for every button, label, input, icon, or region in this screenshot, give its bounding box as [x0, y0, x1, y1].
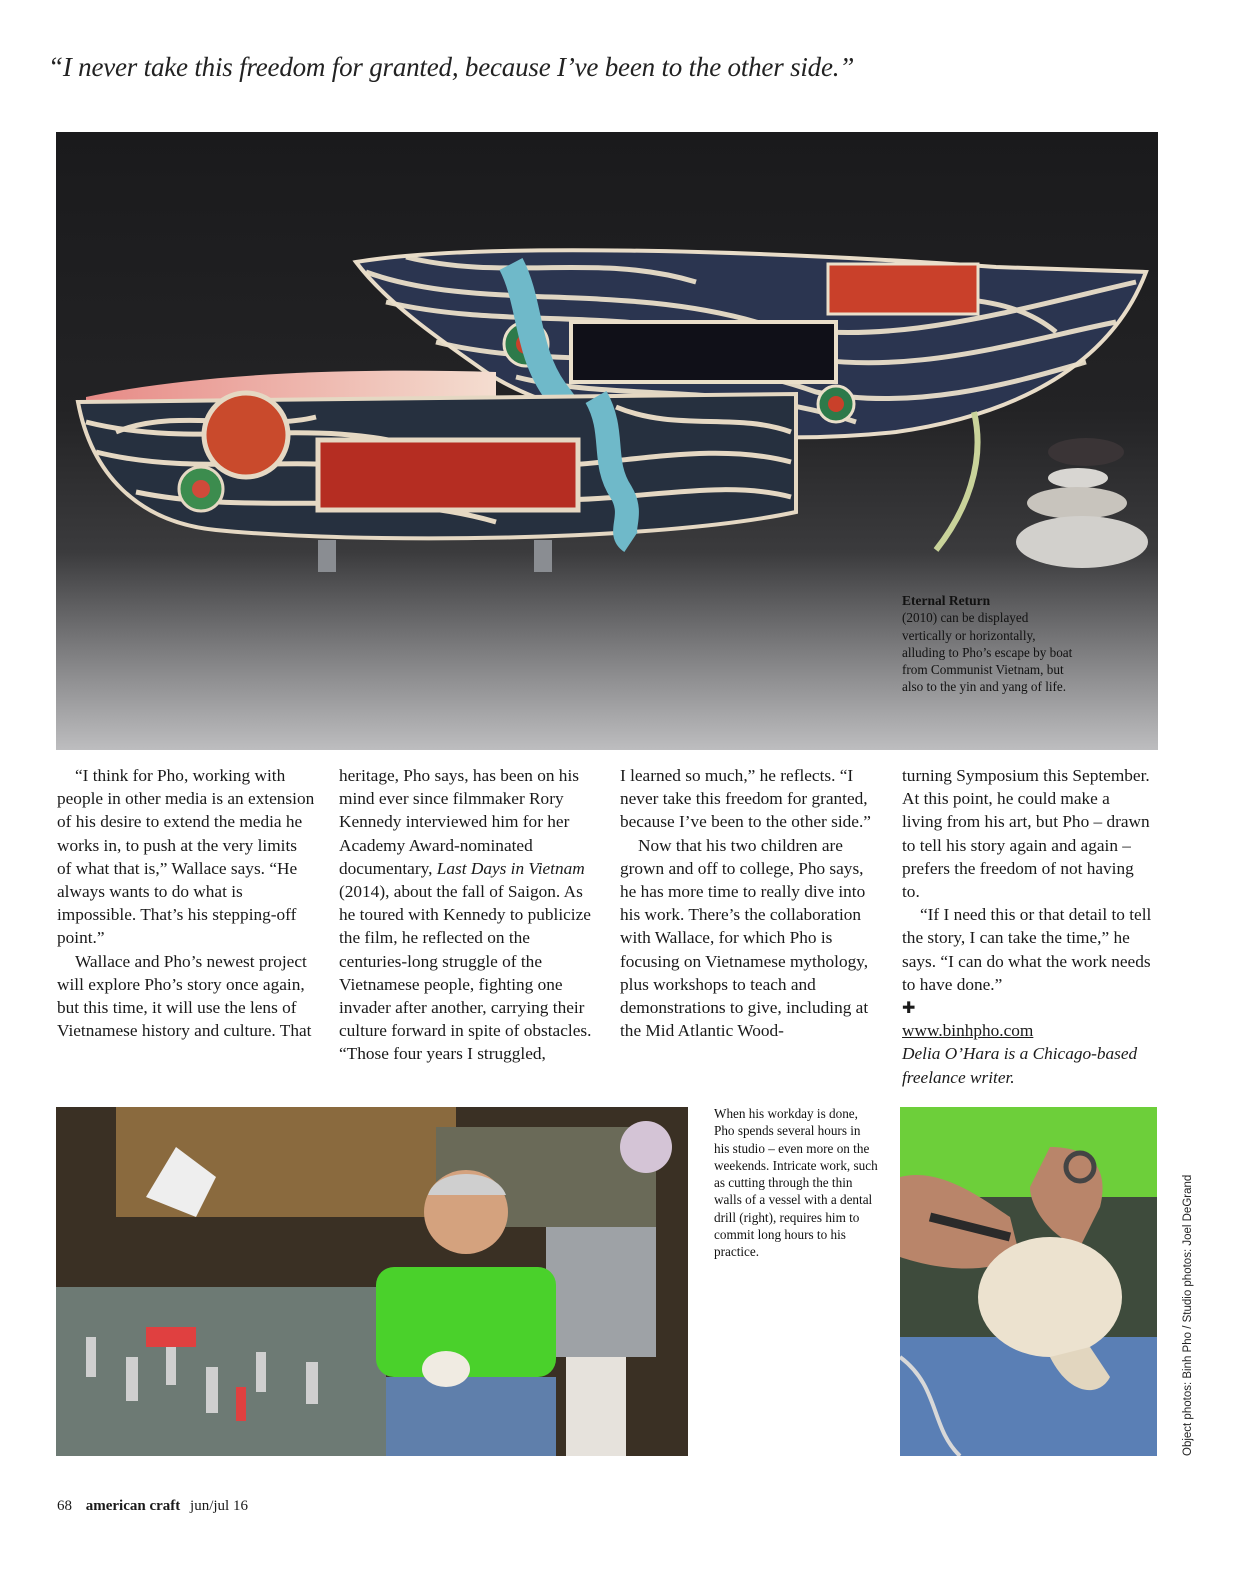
paragraph: “I think for Pho, working with people in other media is an extension of his desire to extend the media he works in, to push at the very limits of what that is,” Wallace says. “He always wants to do what is impossible. That’s his stepping-off point.”: [57, 766, 315, 948]
paragraph: I learned so much,” he reflects. “I never take this freedom for granted, because I’ve been to the other side.”: [620, 766, 871, 832]
paragraph-text: heritage, Pho says, has been on his mind ever since filmmaker Rory Kennedy interviewed him for her Academy Award-nominated documentary,: [339, 766, 579, 878]
hero-caption: [902, 592, 1077, 696]
paragraph: Wallace and Pho’s newest project will explore Pho’s story once again, but this time, it will use the lens of Vietnamese history and culture. That: [57, 951, 312, 1041]
drill-photo: [900, 1107, 1157, 1456]
paragraph-text: (2014), about the fall of Saigon. As he toured with Kennedy to publicize the film, he reflected on the centuries-long struggle of the Vietnamese people, fighting one invader after another, carrying their culture forward in spite of obstacles. “Those four years I struggled,: [339, 882, 592, 1064]
end-mark-icon: ✚: [902, 998, 916, 1018]
studio-caption: When his workday is done, Pho spends several hours in his studio – even more on the weekends. Intricate work, such as cutting through the thin walls of a vessel with a dental drill (right), requires him to commit long hours to his practice.: [714, 1106, 878, 1260]
body-column-2: [339, 764, 601, 1066]
page-footer: [57, 1498, 248, 1515]
hero-caption-title: Eternal Return: [902, 593, 991, 608]
body-column-3: [620, 764, 884, 1042]
issue-date: jun/jul 16: [190, 1498, 248, 1514]
studio-photo: [56, 1107, 688, 1456]
paragraph: Now that his two children are grown and off to college, Pho says, he has more time to really dive into his work. There’s the collaboration with Wallace, for which Pho is focusing on Vietnamese mythology, plus workshops to teach and demonstrations to give, including at the Mid Atlantic Wood-: [620, 835, 869, 1041]
paragraph: turning Symposium this September. At this point, he could make a living from his art, but Pho – drawn to tell his story again and again – prefers the freedom of not having to.: [902, 766, 1150, 902]
paragraph: [339, 764, 601, 1066]
photo-credit: Object photos: Binh Pho / Studio photos: Joel DeGrand: [1182, 1174, 1194, 1456]
page-number: 68: [57, 1498, 72, 1514]
body-column-1: [57, 764, 315, 1042]
hero-caption-text: (2010) can be displayed vertically or horizontally, alluding to Pho’s escape by boat from Communist Vietnam, but also to the yin and yang of life.: [902, 610, 1073, 695]
magazine-name: american craft: [85, 1498, 181, 1514]
author-bio: Delia O’Hara is a Chicago-based freelance writer.: [902, 1044, 1138, 1087]
film-title: Last Days in Vietnam: [436, 858, 585, 878]
website-link[interactable]: www.binhpho.com: [902, 1021, 1034, 1041]
paragraph: “If I need this or that detail to tell the story, I can take the time,” he says. “I can do what the work needs to have done.”: [902, 905, 1152, 994]
body-column-4: [902, 764, 1154, 1089]
pull-quote: “I never take this freedom for granted, because I’ve been to the other side.”: [48, 52, 855, 82]
